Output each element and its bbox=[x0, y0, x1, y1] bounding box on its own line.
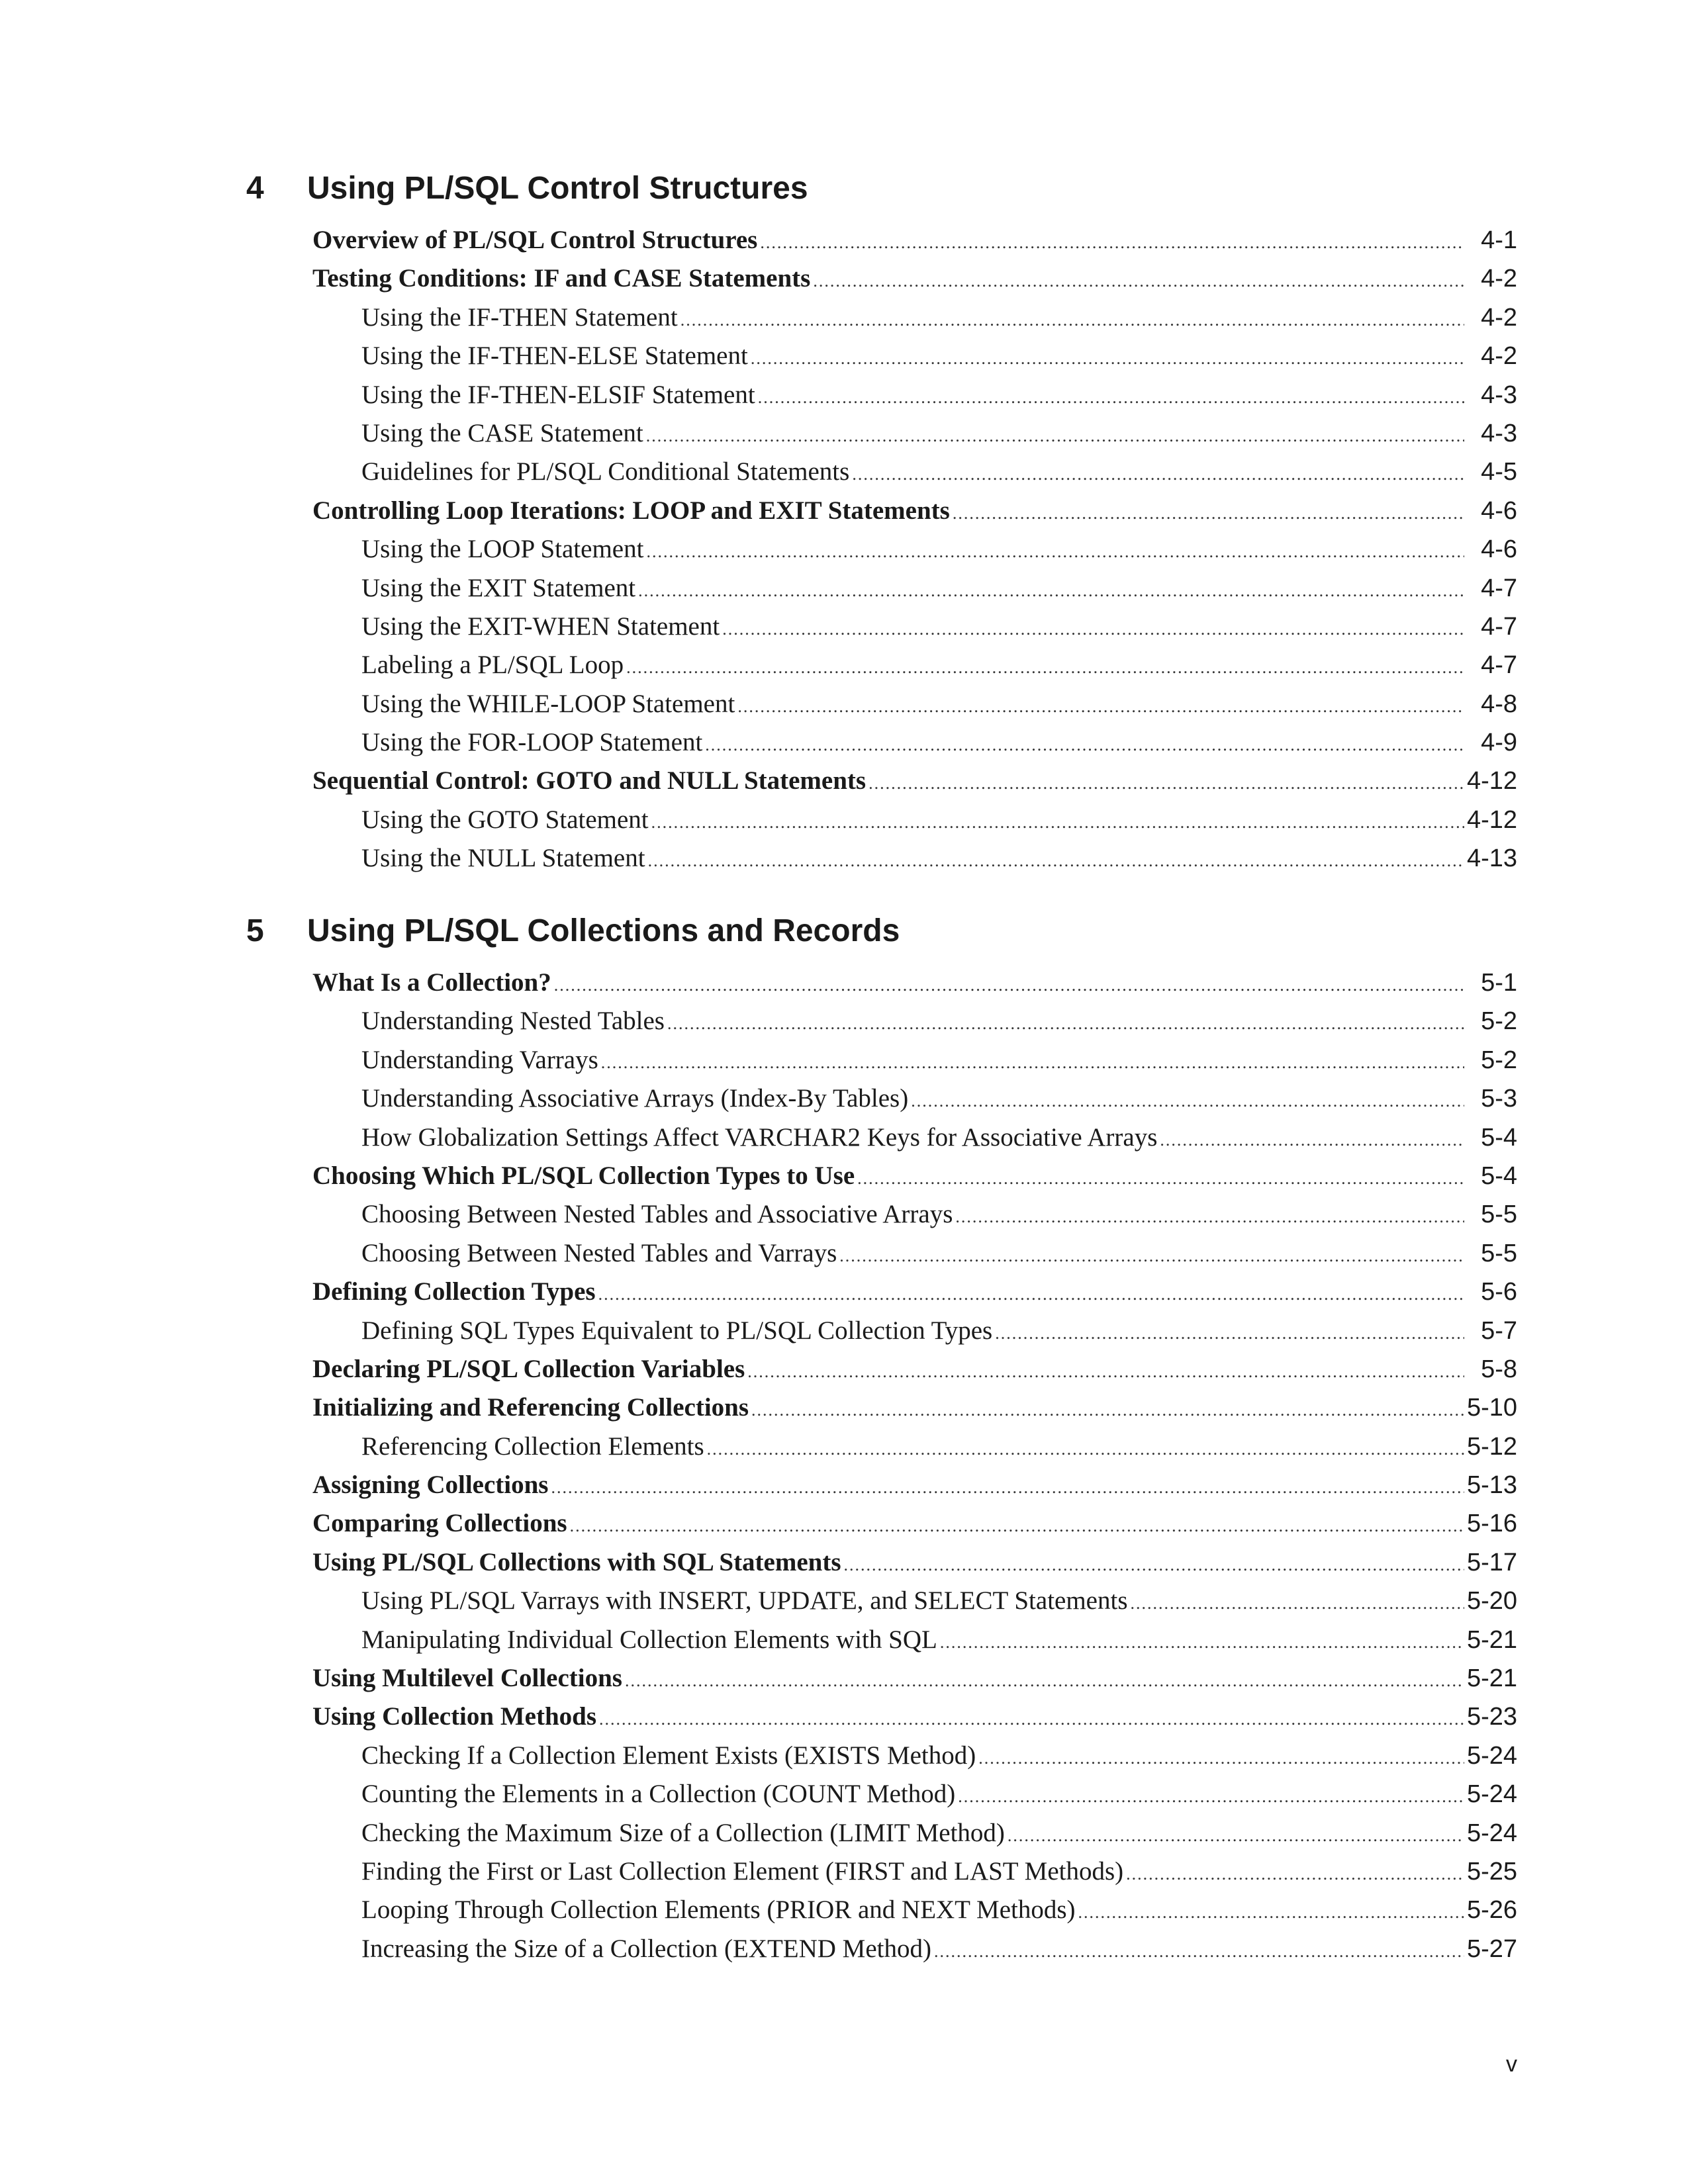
toc-entry-title: Assigning Collections bbox=[312, 1471, 549, 1500]
toc-page-number: 5-13 bbox=[1466, 1471, 1517, 1500]
toc-subsection-entry[interactable] bbox=[312, 1428, 1517, 1466]
dot-leader bbox=[747, 1353, 1464, 1391]
toc-subsection-entry[interactable] bbox=[312, 376, 1517, 414]
toc-page-number: 4-3 bbox=[1481, 419, 1517, 447]
toc-entry-title: Using Collection Methods bbox=[312, 1702, 596, 1731]
toc-entry-title: Declaring PL/SQL Collection Variables bbox=[312, 1354, 745, 1383]
toc-page-number: 4-2 bbox=[1481, 265, 1517, 293]
toc-section-entry[interactable] bbox=[312, 1504, 1517, 1543]
dot-leader bbox=[760, 224, 1464, 262]
dot-leader bbox=[995, 1314, 1464, 1353]
toc-entry-title: Using the LOOP Statement bbox=[361, 535, 644, 564]
dot-leader bbox=[625, 1662, 1464, 1700]
toc-entry-title: Using PL/SQL Collections with SQL Statements bbox=[312, 1547, 841, 1576]
toc-subsection-entry[interactable] bbox=[312, 1002, 1517, 1040]
toc-entry-title: Using the NULL Statement bbox=[361, 844, 645, 873]
toc-page-number: 4-1 bbox=[1481, 226, 1517, 254]
toc-entry-line bbox=[361, 414, 1464, 455]
toc-entry-title: Choosing Between Nested Tables and Varrays bbox=[361, 1238, 837, 1267]
toc-entry-title: Checking If a Collection Element Exists (EXISTS Method) bbox=[361, 1741, 976, 1770]
toc-entry-line bbox=[361, 1582, 1464, 1623]
toc-entry-title: Increasing the Size of a Collection (EXTEND Method) bbox=[361, 1934, 931, 1963]
dot-leader bbox=[955, 1198, 1464, 1236]
dot-leader bbox=[958, 1778, 1464, 1816]
toc-subsection-entry[interactable] bbox=[312, 1041, 1517, 1079]
dot-leader bbox=[1078, 1893, 1464, 1932]
toc-entry-title: Looping Through Collection Elements (PRIOR and NEXT Methods) bbox=[361, 1895, 1076, 1925]
toc-section-entry[interactable] bbox=[312, 492, 1517, 530]
toc-page-number: 4-8 bbox=[1481, 690, 1517, 718]
toc-entry-title: Using the EXIT-WHEN Statement bbox=[361, 612, 720, 641]
toc-page-number: 5-27 bbox=[1466, 1934, 1517, 1963]
toc-subsection-entry[interactable] bbox=[312, 685, 1517, 723]
dot-leader bbox=[667, 1005, 1464, 1043]
toc-entry-line bbox=[361, 1041, 1464, 1082]
toc-subsection-entry[interactable] bbox=[312, 723, 1517, 762]
toc-page-number: 5-24 bbox=[1466, 1780, 1517, 1809]
chapter-number: 5 bbox=[246, 913, 264, 948]
dot-leader bbox=[626, 649, 1464, 687]
toc-subsection-entry[interactable] bbox=[312, 839, 1517, 878]
toc-entry-title: Using the IF-THEN Statement bbox=[361, 302, 678, 332]
chapter-title: Using PL/SQL Control Structures bbox=[307, 171, 808, 206]
toc-entry-list bbox=[312, 964, 1517, 1968]
toc-entry-title: Choosing Between Nested Tables and Associative Arrays bbox=[361, 1200, 953, 1229]
toc-entry-line bbox=[361, 1312, 1464, 1353]
toc-entry-line bbox=[361, 337, 1464, 378]
toc-entry-line bbox=[312, 762, 1464, 803]
toc-entry-line bbox=[361, 453, 1464, 494]
toc-section-entry[interactable] bbox=[312, 259, 1517, 298]
dot-leader bbox=[570, 1507, 1464, 1545]
toc-subsection-entry[interactable] bbox=[312, 801, 1517, 839]
toc-entry-title: Using the WHILE-LOOP Statement bbox=[361, 689, 735, 718]
toc-section-entry[interactable] bbox=[312, 1659, 1517, 1698]
dot-leader bbox=[601, 1044, 1464, 1082]
toc-page-number: 5-2 bbox=[1481, 1007, 1517, 1036]
toc-entry-title: Testing Conditions: IF and CASE Statements bbox=[312, 264, 811, 293]
toc-page-number: 5-5 bbox=[1481, 1201, 1517, 1229]
toc-page-number: 5-10 bbox=[1466, 1394, 1517, 1422]
toc-entry-line bbox=[312, 1698, 1464, 1739]
toc-entry-title: Using the FOR-LOOP Statement bbox=[361, 728, 703, 757]
toc-page-number: 4-13 bbox=[1466, 844, 1517, 873]
toc-page-number: 4-12 bbox=[1466, 805, 1517, 834]
dot-leader bbox=[852, 455, 1464, 494]
toc-subsection-entry[interactable] bbox=[312, 414, 1517, 453]
toc-subsection-entry[interactable] bbox=[312, 1814, 1517, 1852]
toc-entry-line bbox=[312, 1504, 1464, 1545]
toc-page-number: 4-7 bbox=[1481, 651, 1517, 680]
toc-entry-line bbox=[361, 1891, 1464, 1932]
dot-leader bbox=[978, 1739, 1464, 1778]
dot-leader bbox=[911, 1082, 1464, 1120]
toc-section-entry[interactable] bbox=[312, 221, 1517, 259]
toc-entry-line bbox=[312, 221, 1464, 262]
toc-entry-line bbox=[361, 1775, 1464, 1816]
toc-section-entry[interactable] bbox=[312, 1273, 1517, 1311]
toc-entry-title: Initializing and Referencing Collections bbox=[312, 1393, 749, 1422]
toc-entry-title: Manipulating Individual Collection Elements with SQL bbox=[361, 1625, 937, 1654]
dot-leader bbox=[680, 301, 1464, 340]
toc-page-number: 5-21 bbox=[1466, 1664, 1517, 1693]
toc-page-number: 5-21 bbox=[1466, 1625, 1517, 1654]
dot-leader bbox=[839, 1237, 1464, 1275]
chapter-title: Using PL/SQL Collections and Records bbox=[307, 913, 900, 948]
toc-subsection-entry[interactable] bbox=[312, 1312, 1517, 1350]
toc-page-number: 4-7 bbox=[1481, 574, 1517, 602]
toc-entry-line bbox=[312, 1273, 1464, 1314]
toc-entry-line bbox=[361, 376, 1464, 417]
dot-leader bbox=[1008, 1817, 1464, 1855]
toc-entry-title: Defining SQL Types Equivalent to PL/SQL Collection Types bbox=[361, 1316, 993, 1345]
dot-leader bbox=[722, 610, 1464, 649]
toc-subsection-entry[interactable] bbox=[312, 530, 1517, 569]
toc-page-number: 5-20 bbox=[1466, 1587, 1517, 1615]
toc-entry-line bbox=[361, 298, 1464, 340]
dot-leader bbox=[751, 1391, 1464, 1430]
toc-entry-line bbox=[361, 646, 1464, 687]
toc-page-number: 4-5 bbox=[1481, 458, 1517, 486]
toc-section-entry[interactable] bbox=[312, 1466, 1517, 1504]
dot-leader bbox=[646, 533, 1464, 571]
toc-entry-title: Using the CASE Statement bbox=[361, 418, 643, 447]
toc-subsection-entry[interactable] bbox=[312, 569, 1517, 608]
dot-leader bbox=[868, 764, 1464, 803]
toc-entry-title: Checking the Maximum Size of a Collection (LIMIT Method) bbox=[361, 1818, 1005, 1847]
toc-entry-title: Sequential Control: GOTO and NULL Statements bbox=[312, 766, 867, 796]
dot-leader bbox=[651, 803, 1464, 842]
toc-entry-line bbox=[361, 801, 1464, 842]
toc-page-number: 4-2 bbox=[1481, 303, 1517, 332]
toc-section-entry[interactable] bbox=[312, 1388, 1517, 1427]
toc-page-number: 4-12 bbox=[1466, 767, 1517, 796]
toc-entry-line bbox=[361, 839, 1464, 880]
toc-entry-line bbox=[361, 685, 1464, 726]
toc-subsection-entry[interactable] bbox=[312, 1582, 1517, 1620]
dot-leader bbox=[737, 688, 1464, 726]
dot-leader bbox=[813, 262, 1464, 300]
toc-entry-title: Understanding Varrays bbox=[361, 1045, 598, 1074]
toc-subsection-entry[interactable] bbox=[312, 1852, 1517, 1891]
toc-subsection-entry[interactable] bbox=[312, 1118, 1517, 1157]
toc-page-number: 5-7 bbox=[1481, 1316, 1517, 1345]
dot-leader bbox=[857, 1160, 1464, 1198]
toc-page-number: 4-6 bbox=[1481, 496, 1517, 525]
toc-page-number: 5-24 bbox=[1466, 1741, 1517, 1770]
toc-page-number: 5-2 bbox=[1481, 1046, 1517, 1074]
toc-entry-line bbox=[312, 259, 1464, 300]
toc-section-entry[interactable] bbox=[312, 1543, 1517, 1582]
toc-entry-line bbox=[361, 530, 1464, 571]
toc-entry-title: Comparing Collections bbox=[312, 1509, 567, 1538]
dot-leader bbox=[707, 1430, 1464, 1469]
toc-page-number: 5-25 bbox=[1466, 1857, 1517, 1886]
toc-page-number: 5-4 bbox=[1481, 1161, 1517, 1190]
toc-page-number: 4-6 bbox=[1481, 535, 1517, 564]
toc-entry-line bbox=[312, 1466, 1464, 1507]
toc-entry-title: What Is a Collection? bbox=[312, 968, 551, 997]
toc-entry-line bbox=[361, 1118, 1464, 1160]
toc-entry-line bbox=[312, 1388, 1464, 1430]
toc-entry-title: Choosing Which PL/SQL Collection Types to Use bbox=[312, 1161, 855, 1190]
toc-entry-title: Understanding Associative Arrays (Index-By Tables) bbox=[361, 1084, 909, 1113]
toc-page-number: 4-9 bbox=[1481, 729, 1517, 757]
dot-leader bbox=[934, 1933, 1464, 1971]
dot-leader bbox=[551, 1469, 1464, 1507]
toc-subsection-entry[interactable] bbox=[312, 1195, 1517, 1234]
toc-page-number: 5-17 bbox=[1466, 1548, 1517, 1576]
toc-entry-title: Defining Collection Types bbox=[312, 1277, 596, 1306]
dot-leader bbox=[554, 966, 1464, 1005]
dot-leader bbox=[646, 417, 1464, 455]
dot-leader bbox=[638, 572, 1464, 610]
dot-leader bbox=[1160, 1121, 1464, 1160]
toc-entry-title: Counting the Elements in a Collection (COUNT Method) bbox=[361, 1780, 956, 1809]
toc-entry-line bbox=[312, 492, 1464, 533]
dot-leader bbox=[751, 340, 1464, 378]
toc-entry-line bbox=[361, 1852, 1464, 1893]
toc-entry-title: Understanding Nested Tables bbox=[361, 1007, 665, 1036]
toc-page-number: 5-6 bbox=[1481, 1278, 1517, 1306]
dot-leader bbox=[1126, 1855, 1464, 1893]
toc-entry-title: Overview of PL/SQL Control Structures bbox=[312, 226, 758, 254]
toc-subsection-entry[interactable] bbox=[312, 337, 1517, 375]
dot-leader bbox=[705, 726, 1464, 764]
toc-entry-line bbox=[361, 1737, 1464, 1778]
dot-leader bbox=[844, 1546, 1464, 1584]
toc-page-number: 4-3 bbox=[1481, 381, 1517, 409]
page-folio: v bbox=[1506, 2052, 1517, 2077]
dot-leader bbox=[598, 1275, 1464, 1314]
toc-entry-line bbox=[361, 569, 1464, 610]
toc-entry-title: Guidelines for PL/SQL Conditional Statements bbox=[361, 457, 850, 486]
toc-entry-title: How Globalization Settings Affect VARCHAR2 Keys for Associative Arrays bbox=[361, 1122, 1158, 1152]
toc-entry-line bbox=[312, 1157, 1464, 1198]
toc-subsection-entry[interactable] bbox=[312, 453, 1517, 491]
toc-entry-title: Referencing Collection Elements bbox=[361, 1432, 704, 1461]
toc-entry-title: Using PL/SQL Varrays with INSERT, UPDATE, and SELECT Statements bbox=[361, 1586, 1128, 1615]
toc-page-number: 5-12 bbox=[1466, 1432, 1517, 1461]
toc-entry-line bbox=[361, 1195, 1464, 1236]
toc-entry-line bbox=[312, 964, 1464, 1005]
toc-page-number: 5-8 bbox=[1481, 1355, 1517, 1383]
toc-entry-line bbox=[312, 1543, 1464, 1584]
toc-subsection-entry[interactable] bbox=[312, 298, 1517, 337]
toc-subsection-entry[interactable] bbox=[312, 1930, 1517, 1968]
toc-page-number: 5-3 bbox=[1481, 1085, 1517, 1113]
toc-subsection-entry[interactable] bbox=[312, 646, 1517, 684]
dot-leader bbox=[953, 494, 1464, 533]
toc-entry-line bbox=[312, 1659, 1464, 1700]
toc-page-number: 4-2 bbox=[1481, 342, 1517, 371]
toc-entry-line bbox=[361, 1234, 1464, 1275]
toc-entry-line bbox=[361, 1814, 1464, 1855]
toc-entry-title: Using the IF-THEN-ELSE Statement bbox=[361, 341, 748, 371]
toc-entry-list bbox=[312, 221, 1517, 878]
toc-entry-title: Using the IF-THEN-ELSIF Statement bbox=[361, 380, 755, 409]
toc-entry-line bbox=[361, 608, 1464, 649]
toc-subsection-entry[interactable] bbox=[312, 1079, 1517, 1118]
chapter-number: 4 bbox=[246, 171, 264, 206]
toc-page-number: 5-26 bbox=[1466, 1896, 1517, 1925]
dot-leader bbox=[758, 379, 1464, 417]
toc-entry-line bbox=[361, 1079, 1464, 1120]
toc-page-number: 5-5 bbox=[1481, 1239, 1517, 1267]
toc-entry-line bbox=[312, 1350, 1464, 1391]
toc-entry-line bbox=[361, 723, 1464, 764]
toc-section-entry[interactable] bbox=[312, 1350, 1517, 1388]
toc-entry-title: Controlling Loop Iterations: LOOP and EXIT Statements bbox=[312, 496, 950, 525]
toc-section-entry[interactable] bbox=[312, 1698, 1517, 1736]
toc-page-number: 5-23 bbox=[1466, 1703, 1517, 1731]
chapter-4-section bbox=[246, 165, 1517, 873]
toc-entry-title: Using the EXIT Statement bbox=[361, 573, 636, 602]
chapter-heading bbox=[246, 908, 1517, 954]
dot-leader bbox=[940, 1623, 1464, 1662]
toc-page-number: 4-7 bbox=[1481, 612, 1517, 641]
dot-leader bbox=[599, 1700, 1464, 1739]
toc-page-number: 5-16 bbox=[1466, 1510, 1517, 1538]
chapter-5-section bbox=[246, 908, 1517, 1963]
toc-page-number: 5-1 bbox=[1481, 969, 1517, 997]
toc-section-entry[interactable] bbox=[312, 762, 1517, 800]
toc-entry-line bbox=[361, 1621, 1464, 1662]
toc-entry-line bbox=[361, 1428, 1464, 1469]
toc-section-entry[interactable] bbox=[312, 1157, 1517, 1195]
dot-leader bbox=[1131, 1584, 1464, 1623]
chapter-heading bbox=[246, 165, 1517, 212]
toc-subsection-entry[interactable] bbox=[312, 1621, 1517, 1659]
dot-leader bbox=[648, 842, 1464, 880]
toc-entry-title: Labeling a PL/SQL Loop bbox=[361, 651, 624, 680]
toc-entry-title: Using Multilevel Collections bbox=[312, 1664, 622, 1693]
toc-subsection-entry[interactable] bbox=[312, 1891, 1517, 1929]
toc-page-number: 5-24 bbox=[1466, 1819, 1517, 1847]
toc-entry-line bbox=[361, 1930, 1464, 1971]
toc-section-entry[interactable] bbox=[312, 964, 1517, 1002]
toc-entry-title: Using the GOTO Statement bbox=[361, 805, 649, 834]
toc-entry-line bbox=[361, 1002, 1464, 1043]
toc-subsection-entry[interactable] bbox=[312, 1737, 1517, 1775]
toc-subsection-entry[interactable] bbox=[312, 1234, 1517, 1273]
toc-subsection-entry[interactable] bbox=[312, 1775, 1517, 1813]
toc-subsection-entry[interactable] bbox=[312, 608, 1517, 646]
toc-entry-title: Finding the First or Last Collection Element (FIRST and LAST Methods) bbox=[361, 1856, 1124, 1886]
toc-page-number: 5-4 bbox=[1481, 1123, 1517, 1152]
